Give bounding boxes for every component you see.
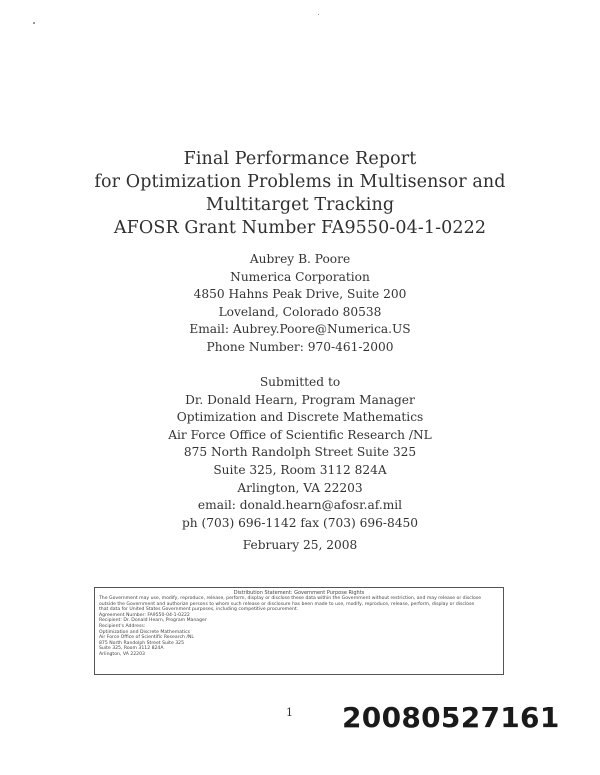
author-phone: Phone Number: 970-461-2000 [206,339,394,354]
recipient-dept: Optimization and Discrete Mathematics [176,410,424,425]
scan-speck [318,14,319,15]
distribution-statement-box [94,587,504,675]
distribution-line: Agreement Number: FA9550-04-1-0222 [99,612,190,618]
report-date-block [0,537,600,555]
distribution-line: The Government may use, modify, reproduce, release, perform, display or disclose these data within the Government without restriction, and may release or disclose [99,596,482,601]
report-title [0,148,600,240]
recipient-city: Arlington, VA 22203 [237,480,363,495]
distribution-line: Arlington, VA 22203 [99,651,145,657]
scan-speck [33,22,35,24]
title-line: AFOSR Grant Number FA9550-04-1-0222 [113,218,487,238]
recipient-email: email: donald.hearn@afosr.af.mil [197,498,403,513]
recipient-street: 875 North Randolph Street Suite 325 [183,445,417,460]
accession-number-stamp: 20080527161 [342,701,560,734]
distribution-line: that data for United States Government purposes, including competitive procurement. [99,607,299,613]
page-number: 1 [286,706,293,719]
recipient-name: Dr. Donald Hearn, Program Manager [185,392,415,407]
title-line: Multitarget Tracking [205,195,395,215]
author-block [0,251,600,357]
distribution-line: Recipient's Address: [99,623,146,629]
distribution-line: outside the Government and authorize persons to whom such release or disclosure has been made to use, modify, reproduce, release, perform, display or disclose [99,601,475,607]
report-date: February 25, 2008 [242,538,358,552]
recipient-office: Air Force Office of Scientific Research /NL [168,427,432,442]
distribution-line: Suite 325, Room 3112 824A [99,646,164,652]
author-city: Loveland, Colorado 80538 [218,304,382,319]
recipient-phone: ph (703) 696-1142 fax (703) 696-8450 [181,515,418,530]
distribution-line: Optimization and Discrete Mathematics [99,629,190,635]
recipient-suite: Suite 325, Room 3112 824A [213,462,387,477]
author-street: 4850 Hahns Peak Drive, Suite 200 [193,287,407,302]
distribution-line: 875 North Randolph Street Suite 325 [99,640,185,646]
title-line: Final Performance Report [183,149,417,169]
distribution-title: Distribution Statement: Government Purpose Rights [233,590,365,596]
author-name: Aubrey B. Poore [249,252,351,266]
title-line: for Optimization Problems in Multisensor and [94,172,506,192]
distribution-line: Recipient: Dr. Donald Hearn, Program Manager [99,618,207,624]
author-email: Email: Aubrey.Poore@Numerica.US [189,322,411,337]
submitted-block [0,374,600,532]
distribution-line: Air Force Office of Scientific Research /NL [99,635,194,641]
author-org: Numerica Corporation [230,269,370,284]
submitted-heading: Submitted to [259,375,341,389]
